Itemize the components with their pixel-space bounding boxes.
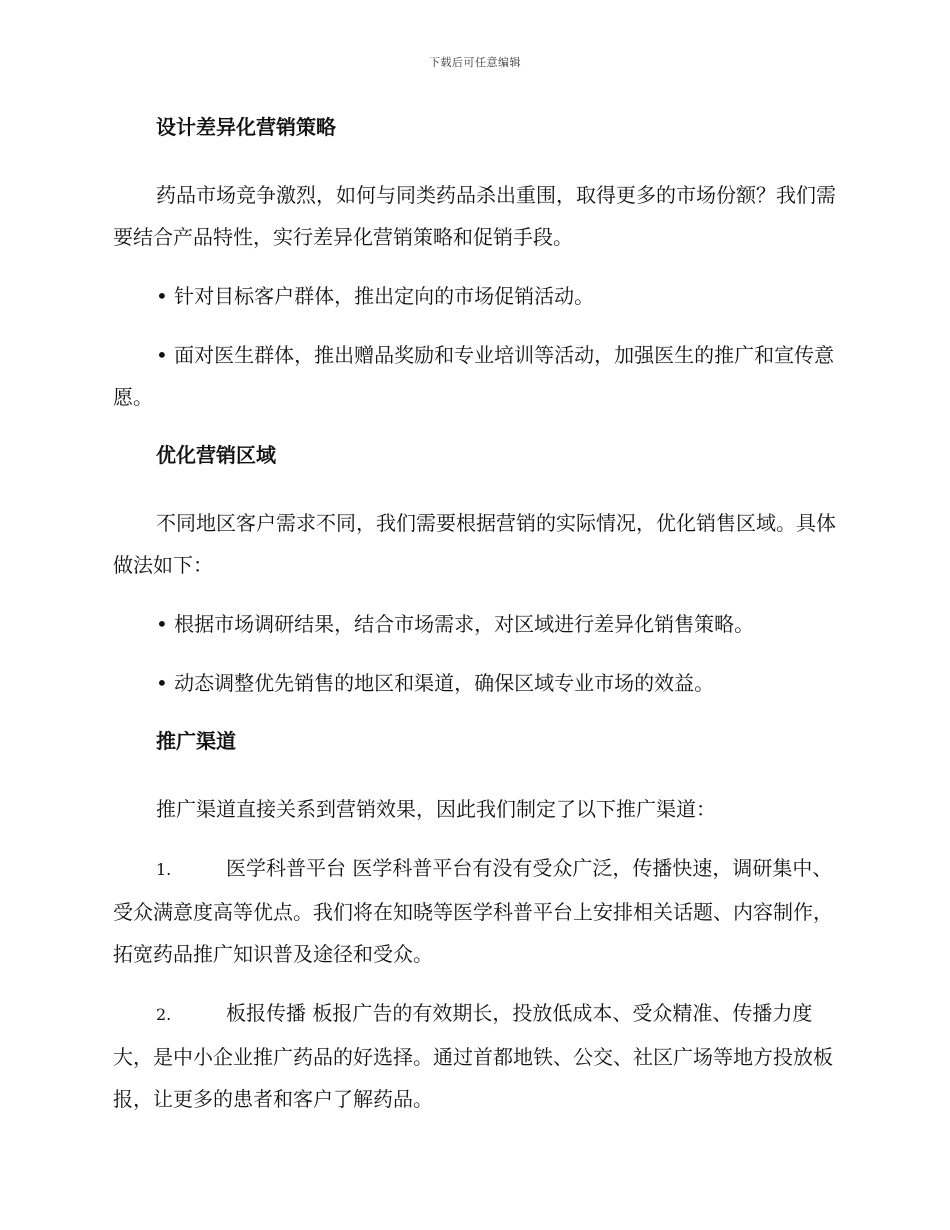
section-heading: 优化营销区域 [156, 443, 276, 467]
list-number: 1. [156, 860, 172, 879]
list-number: 2. [156, 1005, 172, 1024]
numbered-list-item [113, 992, 840, 1120]
numbered-list-item [113, 847, 840, 975]
list-item-text: 板报传播 板报广告的有效期长，投放低成本、受众精准、传播力度大，是中小企业推广药品的好选择。通过首都地铁、公交、社区广场等地方投放板报，让更多的患者和客户了解药品。 [113, 1001, 833, 1111]
document-body [113, 112, 840, 1120]
list-item-text: 医学科普平台 医学科普平台有没有受众广泛，传播快速，调研集中、受众满意度高等优点。我们将在知晓等医学科普平台上安排相关话题、内容制作，拓宽药品推广知识普及途径和受众。 [113, 856, 833, 966]
section-paragraph: 不同地区客户需求不同，我们需要根据营销的实际情况，优化销售区域。具体做法如下： [113, 511, 836, 577]
section-heading: 设计差异化营销策略 [156, 115, 336, 139]
bullet-item: • 针对目标客户群体，推出定向的市场促销活动。 [156, 284, 595, 308]
section-paragraph: 推广渠道直接关系到营销效果，因此我们制定了以下推广渠道： [156, 797, 716, 821]
section-paragraph: 药品市场竞争激烈，如何与同类药品杀出重围，取得更多的市场份额？我们需要结合产品特性，实行差异化营销策略和促销手段。 [113, 183, 836, 249]
bullet-item: • 面对医生群体，推出赠品奖励和专业培训等活动，加强医生的推广和宣传意愿。 [113, 343, 835, 409]
header-note: 下载后可任意编辑 [429, 56, 521, 69]
bullet-item: • 根据市场调研结果，结合市场需求，对区域进行差异化销售策略。 [156, 612, 755, 636]
bullet-item: • 动态调整优先销售的地区和渠道，确保区域专业市场的效益。 [156, 671, 715, 695]
section-heading: 推广渠道 [156, 729, 236, 753]
